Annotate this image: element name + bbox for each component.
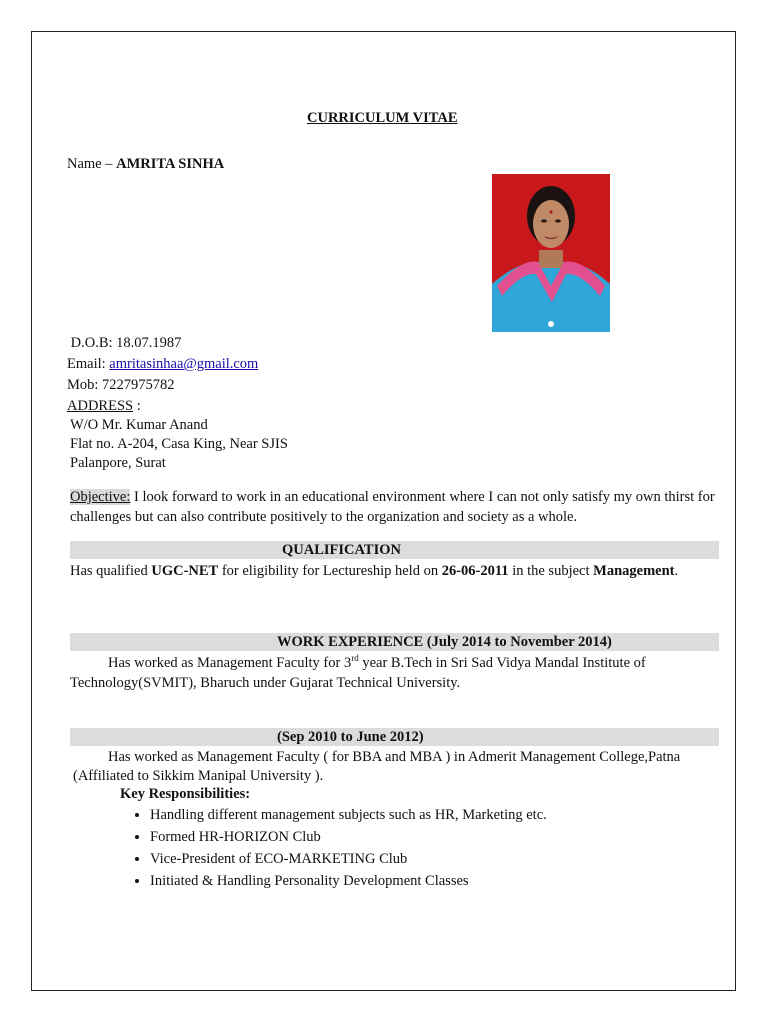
address-line: W/O Mr. Kumar Anand	[70, 417, 208, 433]
address-line: Flat no. A-204, Casa King, Near SJIS	[70, 436, 288, 452]
objective-text: I look forward to work in an educational environment where I can not only satisfy my own thirst for challenges but can also contribute positively to the organization and society as a whole.	[70, 489, 715, 525]
qualification-text: Has qualified	[70, 563, 152, 579]
qualification-text: .	[674, 563, 679, 579]
qualification-paragraph	[70, 562, 720, 582]
qualification-heading: QUALIFICATION	[70, 541, 719, 559]
qualification-text: for eligibility for Lectureship held on	[218, 563, 442, 579]
profile-photo-image	[492, 174, 610, 332]
address-line: Palanpore, Surat	[70, 455, 166, 471]
address-heading: ADDRESS :	[67, 398, 141, 414]
list-item: • Initiated & Handling Personality Development Classes	[150, 870, 547, 892]
candidate-name: AMRITA SINHA	[116, 156, 225, 172]
work-experience-2-heading: (Sep 2010 to June 2012)	[70, 728, 719, 746]
work-superscript: rd	[351, 653, 359, 664]
work-text: year B.Tech in Sri Sad Vidya Mandal Institute of Technology(SVMIT), Bharuch under Gujarat Technical University.	[70, 655, 646, 691]
qualification-text: in the subject	[508, 563, 594, 579]
qualification-subject: Management	[593, 563, 675, 579]
qualification-date: 26-06-2011	[441, 563, 509, 579]
dob-value: 18.07.1987	[116, 335, 182, 351]
work-experience-2-line: Has worked as Management Faculty ( for BBA and MBA ) in Admerit Management College,Patna	[108, 749, 681, 765]
dob-line	[67, 333, 181, 354]
mobile-value: 7227975782	[102, 377, 175, 393]
work-text: Has worked as Management Faculty for 3	[108, 655, 352, 671]
address-label: ADDRESS	[67, 398, 134, 414]
work-experience-1-paragraph	[70, 654, 720, 693]
list-item: • Formed HR-HORIZON Club	[150, 826, 547, 848]
mobile-label: Mob:	[67, 377, 99, 393]
profile-photo	[492, 174, 610, 332]
objective-paragraph	[70, 488, 720, 527]
email-link[interactable]: amritasinhaa@gmail.com	[109, 356, 259, 372]
dob-label: D.O.B:	[70, 335, 113, 351]
name-label: Name –	[67, 156, 117, 172]
work-experience-heading: WORK EXPERIENCE (July 2014 to November 2014)	[70, 633, 719, 651]
list-item: • Vice-President of ECO-MARKETING Club	[150, 848, 547, 870]
mobile-line	[67, 375, 175, 396]
email-line	[67, 354, 258, 375]
document-title: CURRICULUM VITAE	[307, 110, 458, 126]
list-item: • Handling different management subjects such as HR, Marketing etc.	[150, 804, 547, 826]
responsibilities-list	[120, 804, 547, 892]
responsibilities-heading: Key Responsibilities:	[120, 786, 251, 802]
work-experience-2-line: (Affiliated to Sikkim Manipal University ).	[73, 768, 324, 784]
qualification-exam: UGC-NET	[151, 563, 219, 579]
email-label: Email:	[67, 356, 106, 372]
name-line	[67, 156, 224, 173]
cv-page	[31, 31, 736, 991]
objective-label: Objective:	[70, 489, 131, 505]
